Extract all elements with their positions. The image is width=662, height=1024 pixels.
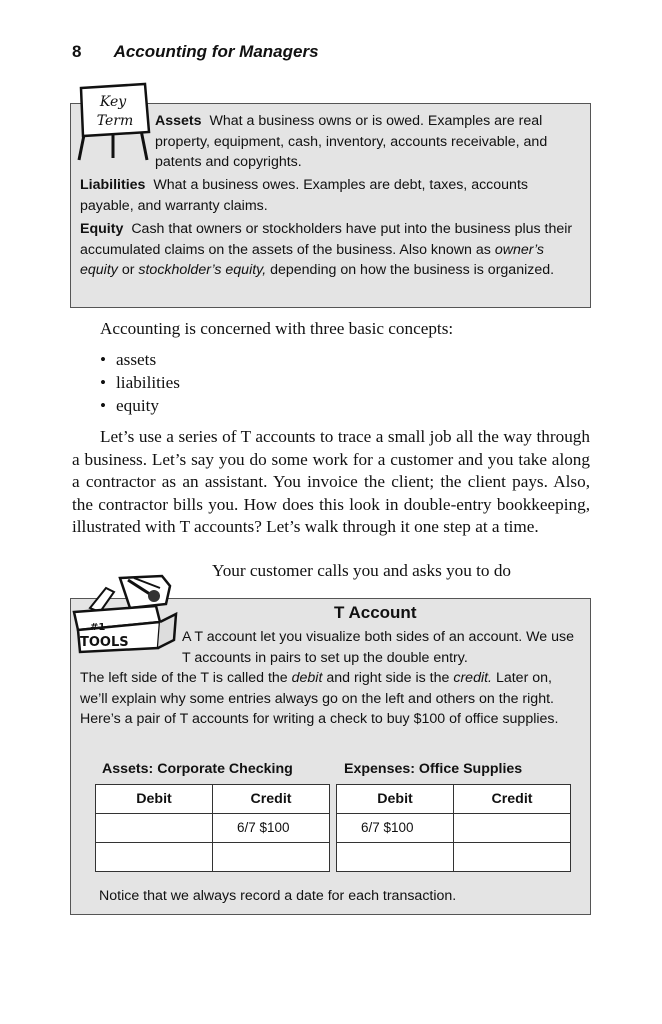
list-item: • equity (100, 394, 180, 417)
concept-list (100, 348, 180, 417)
italic-debit: debit (291, 670, 323, 686)
definition-equity (80, 219, 578, 281)
column-header: Debit (96, 785, 213, 814)
table-label: Expenses: Office Supplies (344, 761, 523, 777)
key-term-easel-icon (73, 80, 153, 162)
definition-text: or (121, 262, 135, 278)
term-label: Assets (155, 113, 202, 129)
box-body (80, 668, 578, 730)
body-text: The left side of the T is called the (80, 670, 288, 686)
running-title: Accounting for Managers (113, 42, 319, 61)
icon-label: TOOLS (80, 635, 129, 650)
t-account-table-checking (95, 784, 330, 872)
definition-text: depending on how the business is organized. (270, 262, 555, 278)
table-label: Assets: Corporate Checking (102, 761, 293, 777)
box-title: T Account (334, 603, 417, 622)
definition-text: What a business owes. Examples are debt, taxes, accounts payable, and warranty claims. (80, 177, 528, 214)
table-cell: 6/7 $100 (337, 814, 454, 843)
icon-text-key: Key (99, 94, 127, 110)
column-header: Debit (337, 785, 454, 814)
table-cell (96, 814, 213, 843)
table-cell (337, 843, 454, 872)
definition-italic: owner’s equity (80, 241, 544, 278)
italic-credit: credit. (453, 670, 492, 686)
body-paragraph: Let’s use a series of T accounts to trace a small job all the way through a business. Let’s say you do some work for a customer and you take along a contractor as an assistant. You invoice the client; the client pays. Also, the contractor bills you. How does this look in double-entry bookkeeping, illustrated with T accounts? Let’s walk through it one step at a time. (72, 427, 590, 537)
continuation-text: Your customer calls you and asks you to do (212, 561, 512, 580)
definition-text: What a business owns or is owed. Examples are real property, equipment, cash, inventory, accounts receivable, and patents and copyrights. (155, 113, 548, 170)
table-cell (213, 843, 330, 872)
icon-text-term: Term (96, 113, 134, 129)
box-intro: A T account let you visualize both sides of an account. We use T accounts in pairs to set up the double entry. (182, 629, 574, 666)
toolbox-icon (70, 574, 182, 654)
table-cell: 6/7 $100 (213, 814, 330, 843)
term-label: Equity (80, 221, 124, 237)
page-number: 8 (72, 42, 82, 61)
table-cell (96, 843, 213, 872)
t-account-table-supplies (336, 784, 571, 872)
definition-text: Cash that owners or stockholders have put into the business plus their accumulated claims on the assets of the business. Also known as (80, 221, 573, 258)
list-item: • assets (100, 348, 180, 371)
term-label: Liabilities (80, 177, 146, 193)
table-cell (454, 843, 571, 872)
body-text: and right side is the (326, 670, 450, 686)
table-cell (454, 814, 571, 843)
column-header: Credit (454, 785, 571, 814)
definition-liabilities (80, 175, 576, 216)
definition-assets (155, 111, 576, 173)
box-note: Notice that we always record a date for each transaction. (99, 888, 457, 904)
list-item: • liabilities (100, 371, 180, 394)
definition-italic: stockholder’s equity, (138, 262, 267, 278)
body-text: Later on, we’ll explain why some entries always go on the left and others on the right. Here’s a pair of T accounts for writing a check to buy $100 of office supplies. (80, 670, 559, 727)
page-header (72, 42, 319, 62)
column-header: Credit (213, 785, 330, 814)
intro-sentence: Accounting is concerned with three basic concepts: (100, 319, 454, 338)
icon-number: #1 (90, 622, 106, 633)
